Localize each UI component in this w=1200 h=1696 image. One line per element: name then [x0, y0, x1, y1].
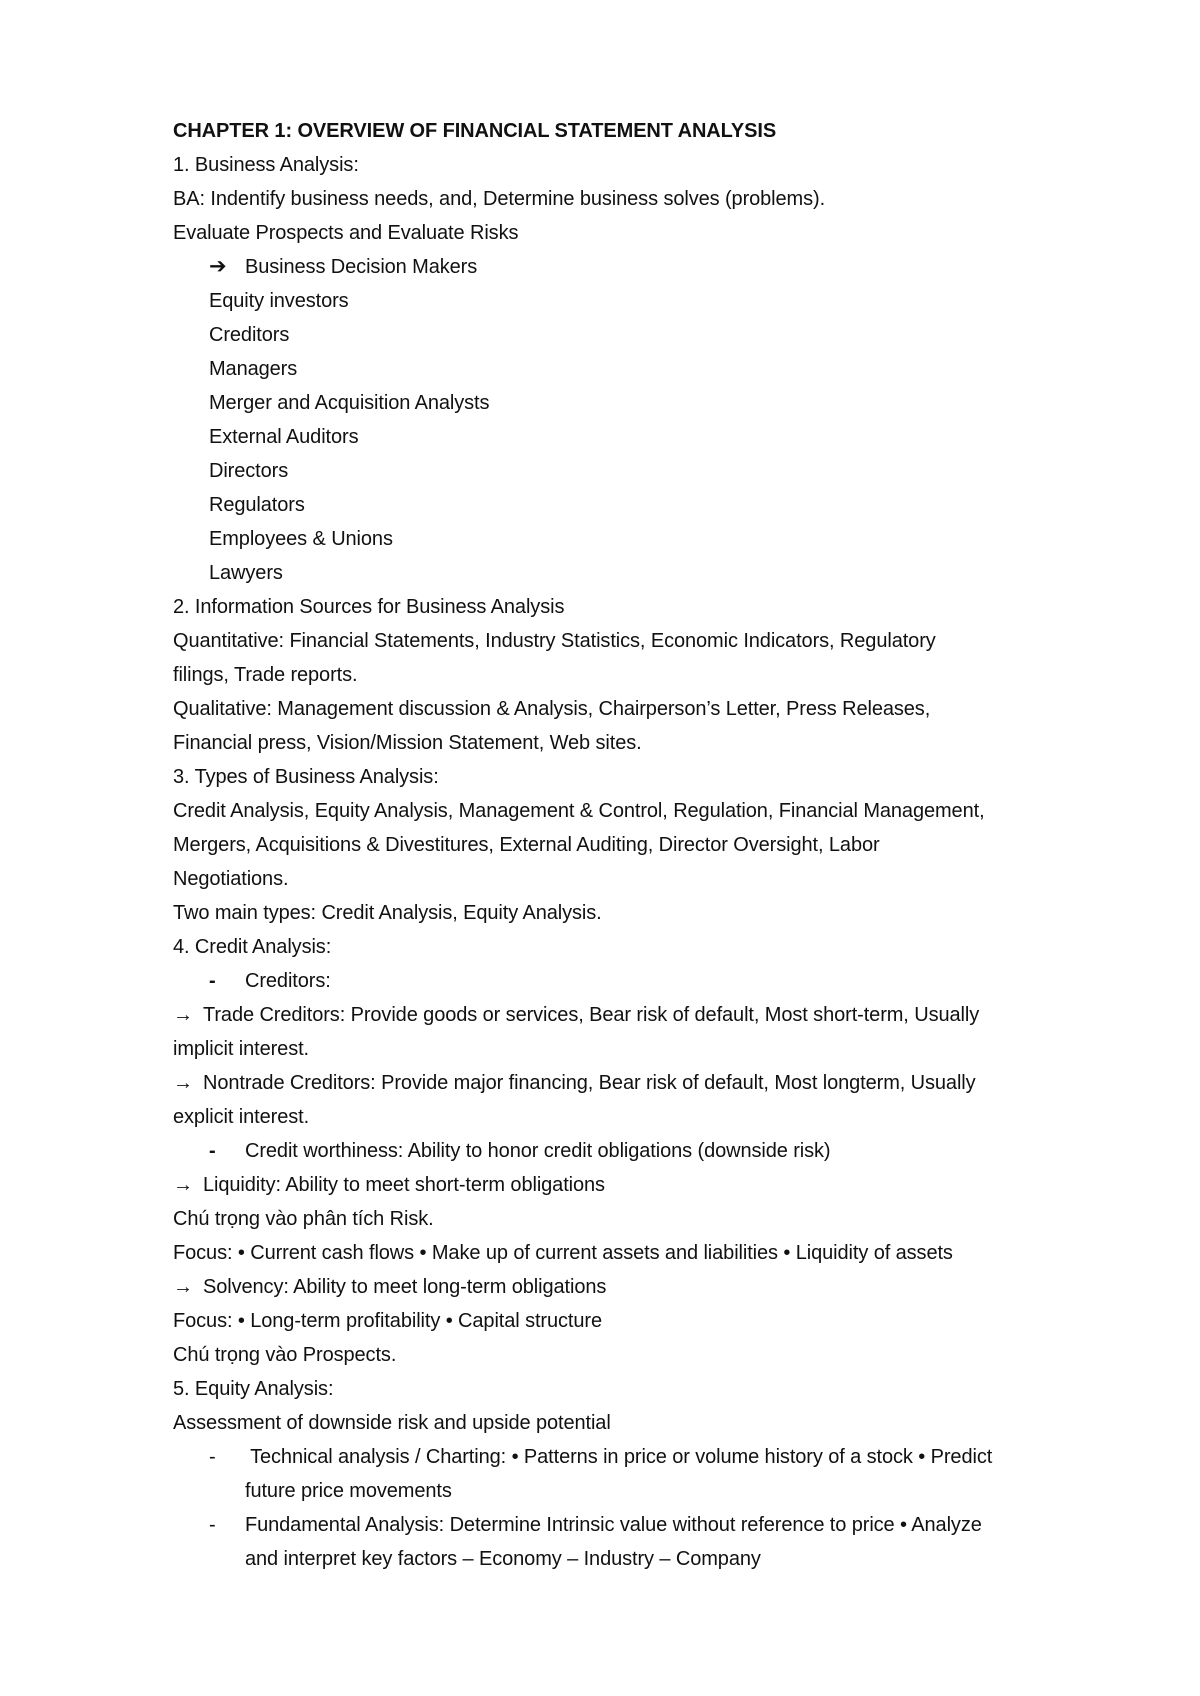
dash-bullet-icon: - — [209, 1140, 216, 1162]
creditors-bullet — [173, 964, 1113, 998]
focus-risk-line: Chú trọng vào phân tích Risk. — [173, 1208, 434, 1230]
user-item: Equity investors — [209, 290, 349, 312]
user-item: Regulators — [209, 494, 305, 516]
fundamental-analysis-bullet — [173, 1508, 1113, 1542]
dash-bullet-icon: - — [209, 1446, 216, 1468]
main-types-line: Two main types: Credit Analysis, Equity Analysis. — [173, 902, 602, 924]
user-item: Managers — [209, 358, 298, 380]
dash-bullet-icon: - — [209, 970, 216, 992]
dash-bullet-icon: - — [209, 1514, 216, 1536]
liquidity-line — [173, 1168, 1113, 1202]
user-item: Directors — [209, 460, 289, 482]
creditors-label: Creditors: — [245, 970, 331, 992]
assessment-line: Assessment of downside risk and upside potential — [173, 1412, 611, 1434]
technical-analysis-text-2: future price movements — [245, 1480, 452, 1502]
nontrade-creditors-line-2: explicit interest. — [173, 1106, 310, 1128]
focus-prospects-line: Chú trọng vào Prospects. — [173, 1344, 397, 1366]
technical-analysis-continuation — [173, 1474, 1113, 1508]
fundamental-analysis-text-2: and interpret key factors – Economy – Industry – Company — [245, 1548, 761, 1570]
document-page — [173, 114, 1113, 1576]
trade-creditors-line-2: implicit interest. — [173, 1038, 310, 1060]
nontrade-creditors-line-1 — [173, 1066, 1113, 1100]
types-line-3: Negotiations. — [173, 868, 289, 890]
decision-makers-item — [173, 250, 1113, 284]
user-item: Creditors — [209, 324, 290, 346]
arrow-icon: → — [173, 1276, 193, 1298]
arrow-icon: → — [173, 1174, 193, 1196]
technical-analysis-bullet — [173, 1440, 1113, 1474]
section-1-heading: 1. Business Analysis: — [173, 154, 359, 176]
types-line-1: Credit Analysis, Equity Analysis, Management & Control, Regulation, Financial Management, — [173, 800, 985, 822]
solvency-text: Solvency: Ability to meet long-term obligations — [203, 1276, 607, 1298]
section-4-heading: 4. Credit Analysis: — [173, 936, 332, 958]
chapter-title: CHAPTER 1: OVERVIEW OF FINANCIAL STATEMENT ANALYSIS — [173, 120, 777, 142]
fundamental-analysis-continuation — [173, 1542, 1113, 1576]
credit-worthiness-bullet — [173, 1134, 1113, 1168]
arrow-icon: → — [173, 1004, 193, 1026]
decision-makers-label: Business Decision Makers — [245, 256, 478, 278]
solvency-line — [173, 1270, 1113, 1304]
credit-worthiness-text: Credit worthiness: Ability to honor credit obligations (downside risk) — [245, 1140, 831, 1162]
quantitative-line-1: Quantitative: Financial Statements, Industry Statistics, Economic Indicators, Regulatory — [173, 630, 936, 652]
types-line-2: Mergers, Acquisitions & Divestitures, External Auditing, Director Oversight, Labor — [173, 834, 880, 856]
user-item: Merger and Acquisition Analysts — [209, 392, 490, 414]
evaluate-line: Evaluate Prospects and Evaluate Risks — [173, 222, 519, 244]
user-item: Employees & Unions — [209, 528, 393, 550]
qualitative-line-1: Qualitative: Management discussion & Analysis, Chairperson’s Letter, Press Releases, — [173, 698, 931, 720]
section-2-heading: 2. Information Sources for Business Analysis — [173, 596, 565, 618]
user-item: Lawyers — [209, 562, 283, 584]
ba-definition: BA: Indentify business needs, and, Determine business solves (problems). — [173, 188, 826, 210]
user-item: External Auditors — [209, 426, 359, 448]
arrow-icon: → — [173, 1072, 193, 1094]
liquidity-text: Liquidity: Ability to meet short-term obligations — [203, 1174, 605, 1196]
section-3-heading: 3. Types of Business Analysis: — [173, 766, 439, 788]
section-5-heading: 5. Equity Analysis: — [173, 1378, 334, 1400]
arrow-icon: ➔ — [209, 255, 227, 278]
solvency-focus-line: Focus: • Long-term profitability • Capital structure — [173, 1310, 602, 1332]
nontrade-creditors-text: Nontrade Creditors: Provide major financing, Bear risk of default, Most longterm, Usually — [203, 1072, 976, 1094]
qualitative-line-2: Financial press, Vision/Mission Statement, Web sites. — [173, 732, 642, 754]
technical-analysis-text: Technical analysis / Charting: • Patterns in price or volume history of a stock • Predict — [245, 1446, 993, 1468]
fundamental-analysis-text: Fundamental Analysis: Determine Intrinsic value without reference to price • Analyze — [245, 1514, 982, 1536]
trade-creditors-line-1 — [173, 998, 1113, 1032]
quantitative-line-2: filings, Trade reports. — [173, 664, 358, 686]
trade-creditors-text: Trade Creditors: Provide goods or services, Bear risk of default, Most short-term, Usually — [203, 1004, 980, 1026]
liquidity-focus-line: Focus: • Current cash flows • Make up of current assets and liabilities • Liquidity of assets — [173, 1242, 953, 1264]
